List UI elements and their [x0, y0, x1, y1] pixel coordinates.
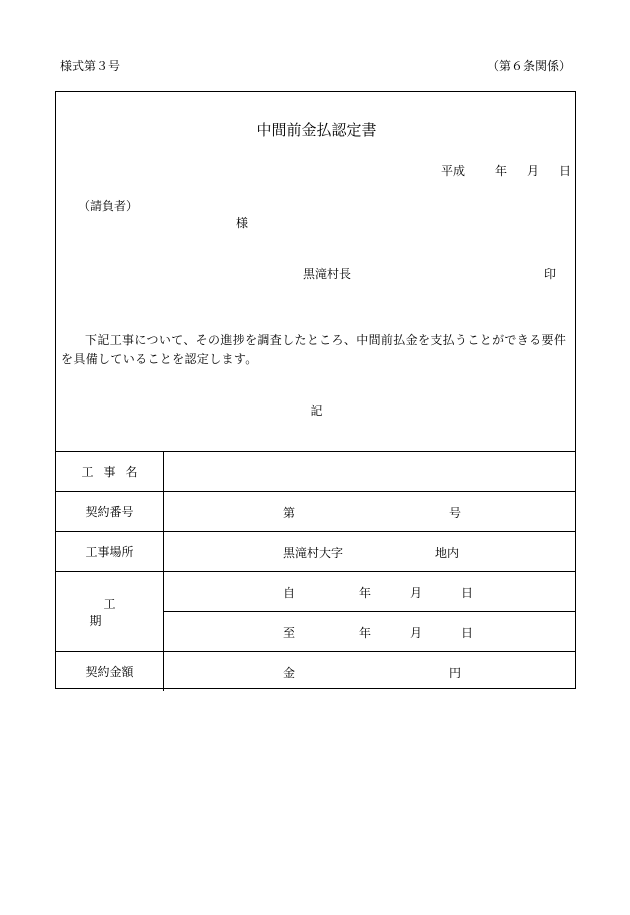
period-to-year-unit: 年 [359, 626, 372, 640]
contract-number-field[interactable] [164, 492, 576, 532]
seal-mark: 印 [544, 267, 557, 281]
period-from-field[interactable] [164, 572, 576, 612]
table-row [56, 572, 575, 612]
period-from-prefix: 自 [283, 586, 296, 600]
date-month-unit: 月 [527, 164, 540, 178]
contract-number-suffix: 号 [449, 506, 462, 520]
contractor-label: （請負者） [78, 199, 139, 213]
contract-number-label: 契約番号 [56, 492, 164, 532]
honorific: 様 [236, 216, 249, 230]
period-to-prefix: 至 [283, 626, 296, 640]
table-row [56, 492, 575, 532]
table-row [56, 652, 575, 692]
period-to-month-unit: 月 [410, 626, 423, 640]
period-from-day-unit: 日 [461, 586, 474, 600]
construction-details-table [56, 451, 575, 691]
contract-amount-suffix: 円 [449, 666, 462, 680]
period-from-month-unit: 月 [410, 586, 423, 600]
construction-name-field[interactable] [164, 452, 576, 492]
construction-site-field[interactable] [164, 532, 576, 572]
construction-name-label: 工事名 [56, 452, 164, 492]
ki-heading: 記 [310, 404, 323, 418]
construction-site-prefix: 黒滝村大字 [283, 546, 344, 560]
construction-site-suffix: 地内 [435, 546, 460, 560]
table-row [56, 532, 575, 572]
document-title: 中間前金払認定書 [256, 121, 377, 139]
date-era: 平成 [441, 164, 466, 178]
period-to-day-unit: 日 [461, 626, 474, 640]
construction-site-label: 工事場所 [56, 532, 164, 572]
period-from-year-unit: 年 [359, 586, 372, 600]
date-year-unit: 年 [495, 164, 508, 178]
date-day-unit: 日 [559, 164, 572, 178]
contract-amount-label: 契約金額 [56, 652, 164, 692]
contract-amount-field[interactable] [164, 652, 576, 692]
issuer-name: 黒滝村長 [303, 267, 352, 281]
article-reference: （第６条関係） [487, 59, 572, 73]
certificate-frame [55, 91, 576, 689]
form-number: 様式第３号 [60, 59, 121, 73]
contract-amount-prefix: 金 [283, 666, 296, 680]
period-to-field[interactable] [164, 612, 576, 652]
contract-number-prefix: 第 [283, 506, 296, 520]
period-label: 工期 [56, 572, 164, 652]
table-row [56, 452, 575, 492]
certification-statement: 下記工事について、その進捗を調査したところ、中間前払金を支払うことができる要件を具備していることを認定します。 [61, 333, 567, 366]
